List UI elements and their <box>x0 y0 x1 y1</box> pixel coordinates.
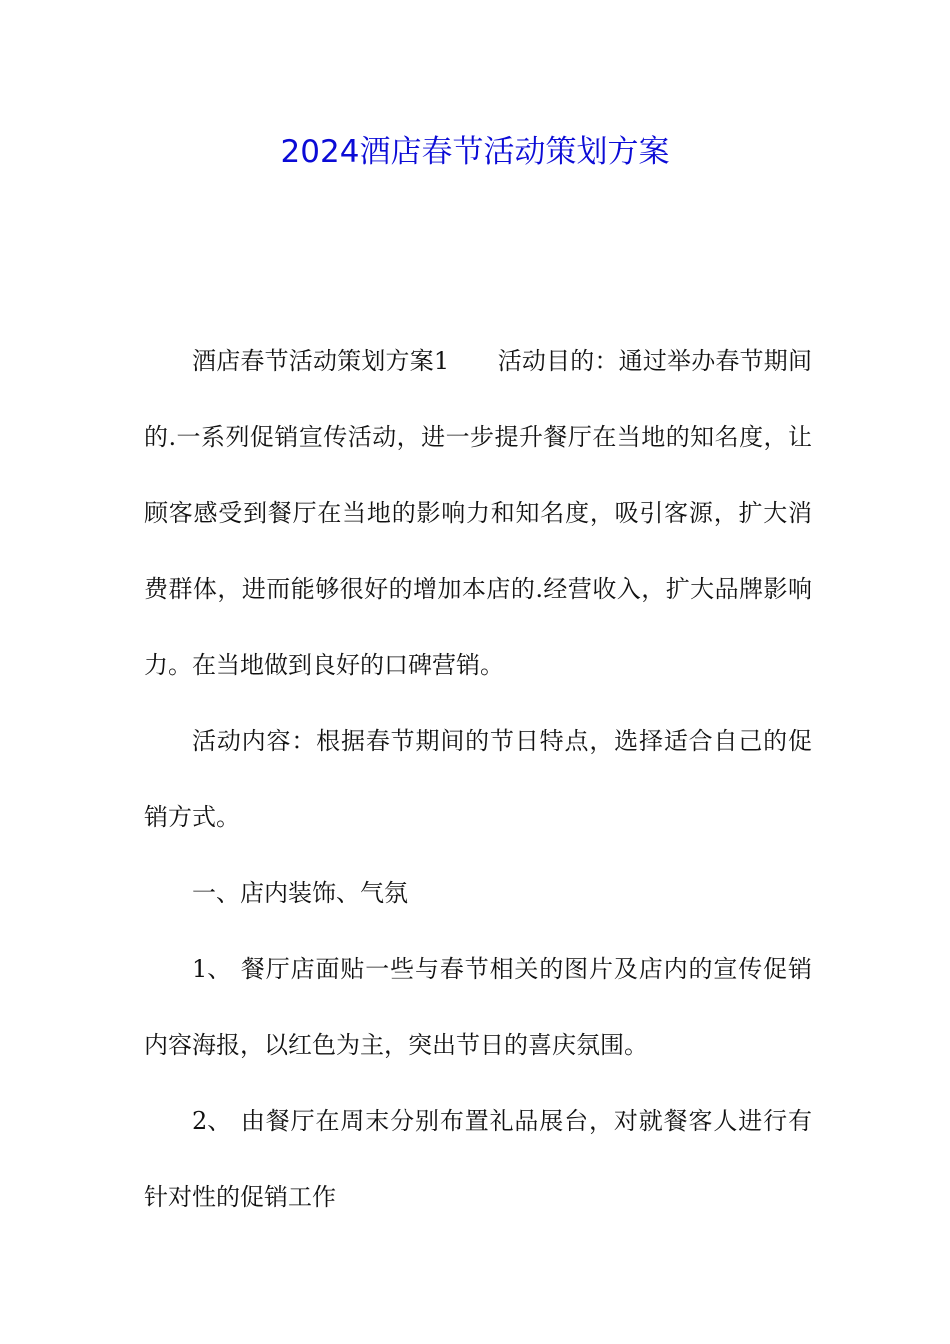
document-body <box>144 323 812 1235</box>
document-title: 2024酒店春节活动策划方案 <box>280 134 670 170</box>
section-heading-decoration: 一、店内装饰、气氛 <box>192 879 408 907</box>
list-item-number: 2、 <box>192 1107 232 1135</box>
paragraph-purpose: 酒店春节活动策划方案1 活动目的：通过举办春节期间的.一系列促销宣传活动，进一步提升餐厅在当地的知名度，让顾客感受到餐厅在当地的影响力和知名度，吸引客源，扩大消费群体，进而能够很好的增加本店的.经营收入，扩大品牌影响力。在当地做到良好的口碑营销。 <box>144 347 812 679</box>
list-item-text: 由餐厅在周末分别布置礼品展台，对就餐客人进行有针对性的促销工作 <box>144 1107 812 1211</box>
paragraph-content: 活动内容：根据春节期间的节日特点，选择适合自己的促销方式。 <box>144 727 812 831</box>
list-item-text: 餐厅店面贴一些与春节相关的图片及店内的宣传促销内容海报，以红色为主，突出节日的喜庆氛围。 <box>144 955 812 1059</box>
list-item <box>144 1083 812 1235</box>
list-item-number: 1、 <box>192 955 232 983</box>
list-item <box>144 931 812 1083</box>
